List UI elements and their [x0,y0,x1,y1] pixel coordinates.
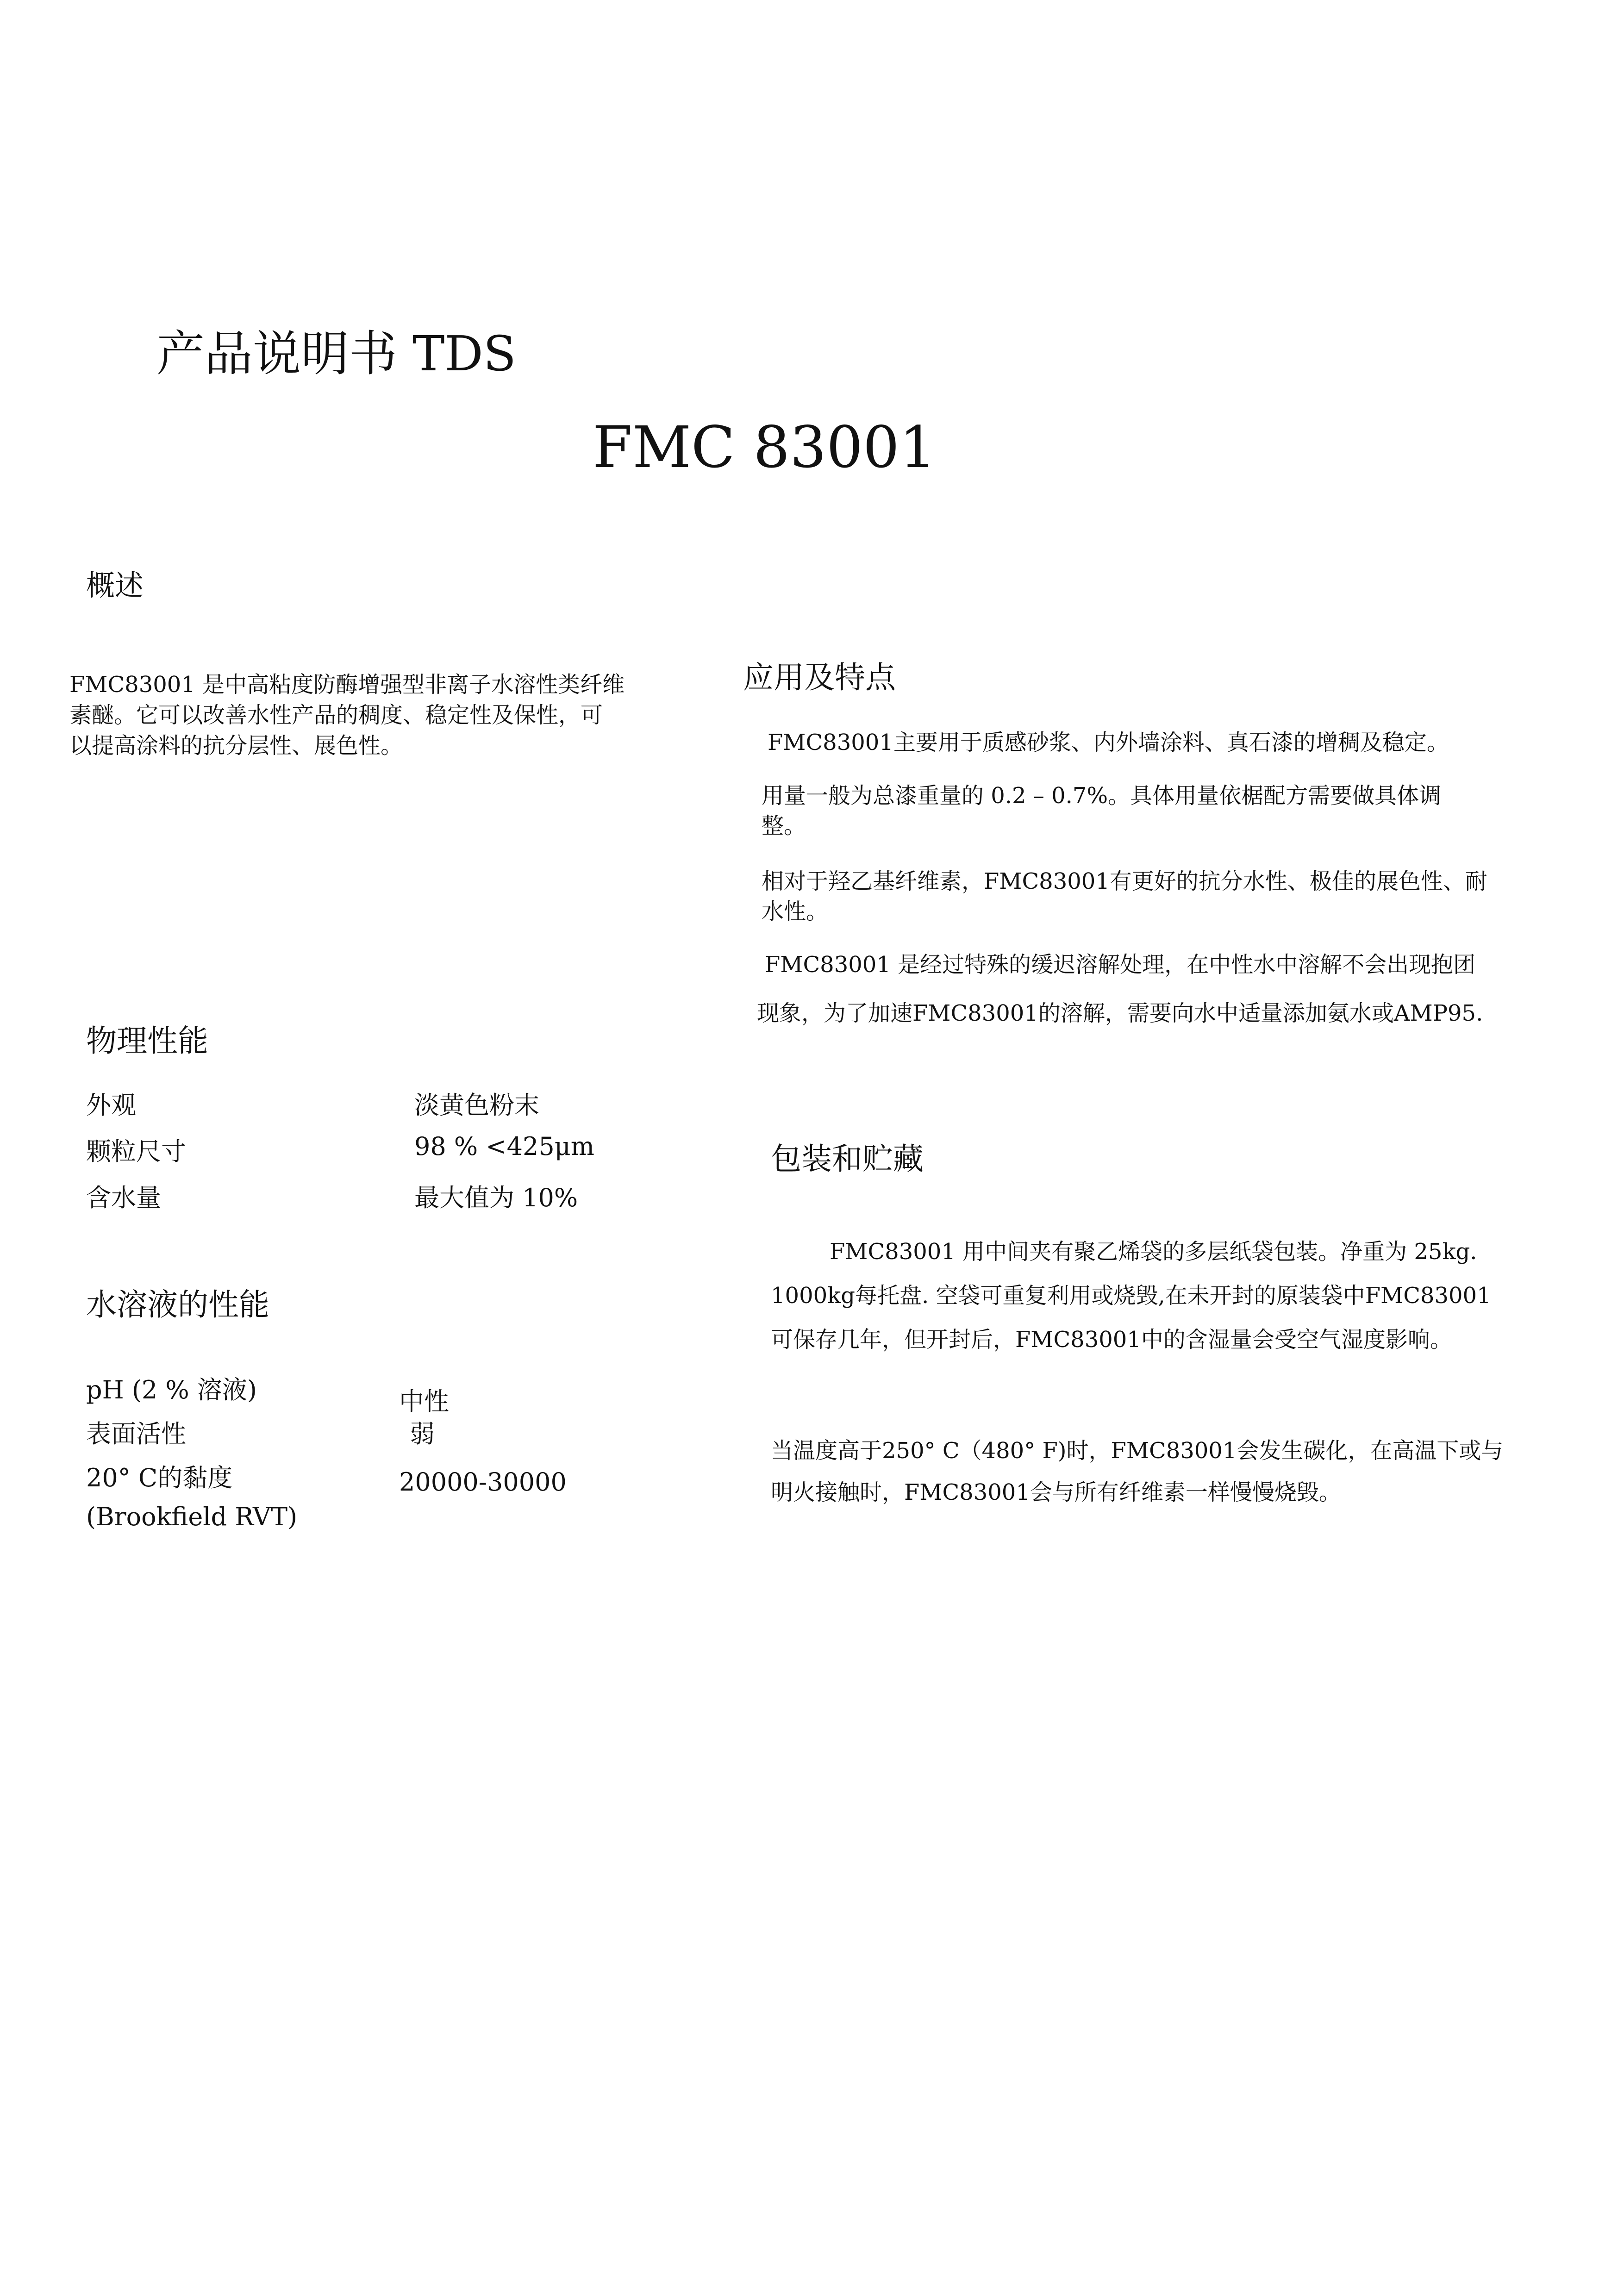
applications-paragraph-2-line-2: 整。 [762,813,806,839]
packaging-heading: 包装和贮藏 [771,1141,924,1177]
overview-heading: 概述 [86,568,144,602]
overview-line-1: FMC83001 是中高粘度防酶增强型非离子水溶性类纤维 [69,672,625,698]
physical-value-particle-size: 98 % <425μm [414,1132,594,1161]
physical-properties-heading: 物理性能 [86,1023,208,1059]
packaging-paragraph-1-line-2: 1000kg每托盘. 空袋可重复利用或烧毁,在未开封的原装袋中FMC83001 [771,1283,1491,1309]
packaging-paragraph-2-line-1: 当温度高于250° C（480° F)时，FMC83001会发生碳化，在高温下或与 [771,1438,1504,1464]
physical-label-particle-size: 颗粒尺寸 [86,1137,186,1166]
solution-value-ph: 中性 [399,1387,449,1416]
applications-paragraph-4-line-1: FMC83001 是经过特殊的缓迟溶解处理，在中性水中溶解不会出现抱团 [765,952,1476,978]
overview-line-3: 以提高涂料的抗分层性、展色性。 [69,733,403,759]
physical-value-appearance: 淡黄色粉末 [414,1091,539,1120]
physical-label-appearance: 外观 [86,1091,136,1120]
packaging-paragraph-2-line-2: 明火接触时，FMC83001会与所有纤维素一样慢慢烧毁。 [771,1479,1341,1505]
solution-value-surface-activity: 弱 [410,1419,435,1448]
applications-paragraph-3-line-1: 相对于羟乙基纤维素，FMC83001有更好的抗分水性、极佳的展色性、耐 [762,868,1487,894]
solution-label-viscosity-method: (Brookfield RVT) [86,1502,298,1531]
applications-paragraph-4-line-2: 现象，为了加速FMC83001的溶解，需要向水中适量添加氨水或AMP95. [757,1000,1483,1026]
solution-label-ph: pH (2 % 溶液) [86,1375,257,1404]
applications-paragraph-2-line-1: 用量一般为总漆重量的 0.2 – 0.7%。具体用量依椐配方需要做具体调 [762,783,1442,809]
document-title: 产品说明书 TDS [156,325,517,382]
applications-heading: 应用及特点 [743,660,896,695]
product-name: FMC 83001 [593,414,936,481]
solution-properties-heading: 水溶液的性能 [86,1287,269,1323]
solution-value-viscosity: 20000-30000 [399,1467,567,1497]
physical-value-moisture: 最大值为 10% [414,1183,578,1212]
solution-label-surface-activity: 表面活性 [86,1419,186,1448]
packaging-paragraph-1-line-1: FMC83001 用中间夹有聚乙烯袋的多层纸袋包装。净重为 25kg. [830,1239,1477,1265]
applications-paragraph-1: FMC83001主要用于质感砂浆、内外墙涂料、真石漆的增稠及稳定。 [768,730,1449,755]
packaging-paragraph-1-line-3: 可保存几年，但开封后，FMC83001中的含湿量会受空气湿度影响。 [771,1327,1452,1353]
overview-line-2: 素醚。它可以改善水性产品的稠度、稳定性及保性，可 [69,702,603,728]
applications-paragraph-3-line-2: 水性。 [762,898,829,924]
solution-label-viscosity: 20° C的黏度 [86,1463,233,1492]
physical-label-moisture: 含水量 [86,1183,161,1212]
